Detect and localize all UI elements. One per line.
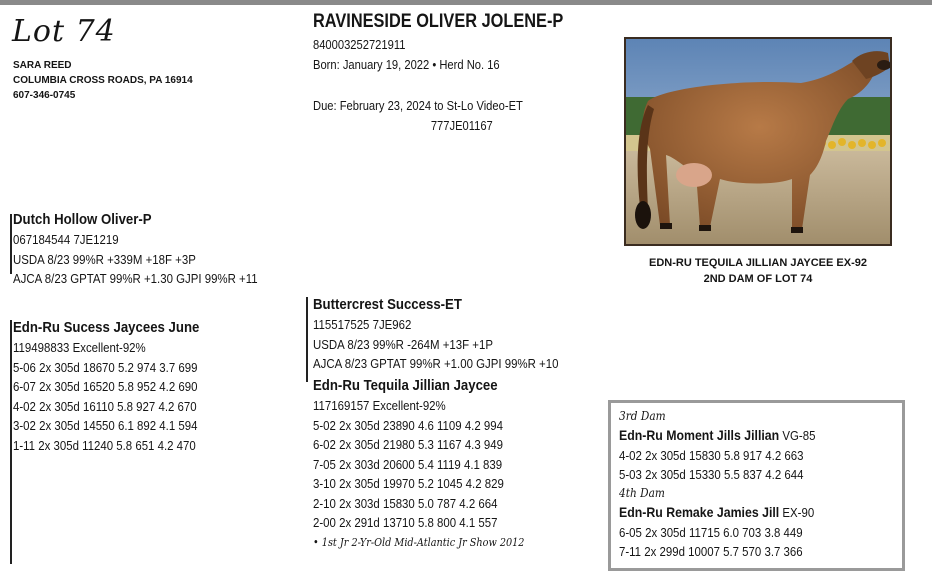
- sire-name: Dutch Hollow Oliver-P: [13, 211, 152, 228]
- sire-ids: 067184544 7JE1219: [13, 232, 119, 247]
- third-dam-label: 3rd Dam: [619, 409, 666, 423]
- third-dam-name: Edn-Ru Moment Jills Jillian: [619, 427, 780, 444]
- ancestor-dams-content: [619, 407, 815, 561]
- second-dam-record: 2-10 2x 303d 15830 5.0 787 4.2 664: [313, 495, 498, 511]
- dam-sire-name: Buttercrest Success-ET: [313, 296, 462, 313]
- second-dam-record: 6-02 2x 305d 21980 5.3 1167 4.3 949: [313, 437, 503, 452]
- dam-record: 3-02 2x 305d 14550 6.1 892 4.1 594: [13, 418, 198, 433]
- sire-usda: USDA 8/23 99%R +339M +18F +3P: [13, 251, 196, 267]
- pedigree-line-dam-sire: [306, 297, 308, 382]
- fourth-dam-record: 6-05 2x 305d 11715 6.0 703 3.8 449: [619, 524, 803, 540]
- second-dam-name: Edn-Ru Tequila Jillian Jaycee: [313, 377, 498, 394]
- owner-phone: 607-346-0745: [13, 90, 76, 101]
- cow-photo: [624, 37, 892, 246]
- dam-record: 1-11 2x 305d 11240 5.8 651 4.2 470: [13, 437, 196, 453]
- third-dam-record: 4-02 2x 305d 15830 5.8 917 4.2 663: [619, 447, 804, 463]
- photo-caption-subtitle: 2ND DAM OF LOT 74: [703, 273, 813, 285]
- photo-caption-title: EDN-RU TEQUILA JILLIAN JAYCEE EX-92: [648, 257, 867, 269]
- dam-ids: 119498833 Excellent-92%: [13, 340, 146, 355]
- animal-born: Born: January 19, 2022 • Herd No. 16: [313, 57, 500, 72]
- dam-record: 6-07 2x 305d 16520 5.8 952 4.2 690: [13, 379, 198, 394]
- dam-sire-ajca: AJCA 8/23 GPTAT 99%R +1.00 GJPI 99%R +10: [313, 356, 559, 371]
- fourth-dam-record: 7-11 2x 299d 10007 5.7 570 3.7 366: [619, 544, 803, 560]
- dam-name: Edn-Ru Sucess Jaycees June: [13, 319, 200, 336]
- owner-name: SARA REED: [13, 60, 72, 71]
- owner-address: COLUMBIA CROSS ROADS, PA 16914: [13, 75, 193, 86]
- dam-sire-ids: 115517525 7JE962: [313, 317, 412, 332]
- dam-sire-block: [313, 295, 558, 374]
- third-dam-record: 5-03 2x 305d 15330 5.5 837 4.2 644: [619, 466, 804, 482]
- dam-block: [13, 318, 199, 455]
- fourth-dam-name: Edn-Ru Remake Jamies Jill: [619, 504, 780, 521]
- second-dam-block: [313, 376, 524, 552]
- cow-illustration: [626, 39, 890, 244]
- due-date: Due: February 23, 2024 to St-Lo Video-ET: [313, 98, 523, 113]
- due-info: [313, 96, 523, 136]
- top-border: [0, 0, 932, 5]
- ancestor-dams-box: [608, 400, 905, 571]
- second-dam-award: • 1st Jr 2-Yr-Old Mid-Atlantic Jr Show 2012: [313, 535, 525, 549]
- photo-caption: [624, 255, 892, 287]
- pedigree-line-sire: [10, 214, 12, 274]
- owner-info: [13, 58, 193, 103]
- second-dam-record: 2-00 2x 291d 13710 5.8 800 4.1 557: [313, 515, 498, 530]
- second-dam-ids: 117169157 Excellent-92%: [313, 398, 446, 413]
- fourth-dam-score: EX-90: [782, 505, 815, 521]
- pedigree-line-dam: [10, 320, 12, 564]
- second-dam-record: 7-05 2x 303d 20600 5.4 1119 4.1 839: [313, 456, 503, 472]
- animal-info: [313, 35, 500, 75]
- dam-sire-usda: USDA 8/23 99%R -264M +13F +1P: [313, 336, 493, 352]
- fourth-dam-label: 4th Dam: [619, 486, 665, 501]
- third-dam-heading: [619, 426, 815, 445]
- sire-block: [13, 210, 258, 289]
- sire-ajca: AJCA 8/23 GPTAT 99%R +1.30 GJPI 99%R +11: [13, 271, 258, 286]
- third-dam-score: VG-85: [782, 428, 816, 444]
- lot-number: Lot 74: [12, 14, 116, 49]
- second-dam-record: 3-10 2x 305d 19970 5.2 1045 4.2 829: [313, 476, 504, 491]
- second-dam-record: 5-02 2x 305d 23890 4.6 1109 4.2 994: [313, 417, 503, 433]
- dam-record: 5-06 2x 305d 18670 5.2 974 3.7 699: [13, 359, 198, 375]
- dam-record: 4-02 2x 305d 16110 5.8 927 4.2 670: [13, 398, 197, 414]
- fourth-dam-heading: [619, 503, 815, 522]
- animal-name: RAVINESIDE OLIVER JOLENE-P: [313, 11, 564, 32]
- animal-id: 840003252721911: [313, 37, 406, 52]
- service-sire-code: 777JE01167: [430, 118, 493, 133]
